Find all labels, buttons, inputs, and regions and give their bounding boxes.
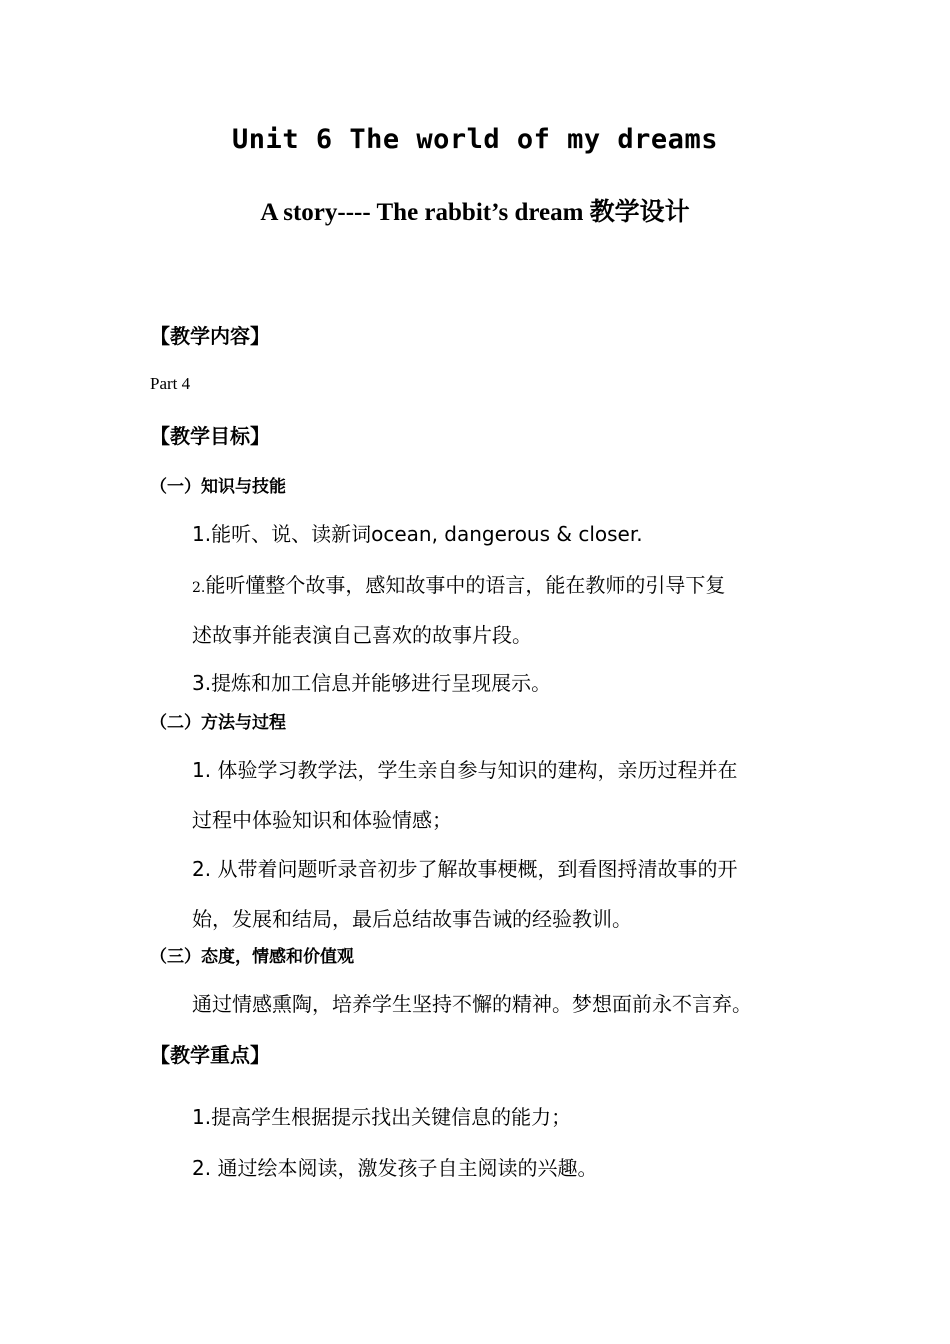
- knowledge-item-2-continued: 述故事并能表演自己喜欢的故事片段。: [192, 623, 532, 647]
- knowledge-item-3: [192, 667, 551, 696]
- item-text: 提炼和加工信息并能够进行呈现展示。: [211, 671, 552, 695]
- focus-item-1: [192, 1101, 571, 1130]
- method-item-1: [192, 754, 737, 783]
- item-text: 通过绘本阅读，激发孩子自主阅读的兴趣。: [211, 1156, 598, 1180]
- subheading-attitude: （三）态度，情感和价值观: [150, 947, 354, 967]
- section-heading-goals: 【教学目标】: [150, 424, 270, 448]
- item-text: 提高学生根据提示找出关键信息的能力；: [211, 1105, 572, 1129]
- method-item-2: [192, 853, 737, 882]
- method-item-1-continued: 过程中体验知识和体验情感；: [192, 808, 452, 832]
- document-subtitle: A story---- The rabbit’s dream 教学设计: [260, 199, 690, 226]
- focus-item-2: [192, 1152, 597, 1181]
- section-heading-content: 【教学内容】: [150, 324, 270, 348]
- item-number: 2.: [192, 580, 206, 596]
- item-number: 1.: [192, 1105, 212, 1129]
- method-item-2-continued: 始，发展和结局，最后总结故事告诫的经验教训。: [192, 907, 632, 931]
- document-title: Unit 6 The world of my dreams: [232, 124, 718, 155]
- item-number: 2.: [192, 1156, 212, 1180]
- item-text: 能听、说、读新词: [211, 522, 372, 546]
- section-heading-focus: 【教学重点】: [150, 1043, 270, 1067]
- item-number: 3.: [192, 671, 212, 695]
- item-vocabulary: ocean, dangerous & closer.: [371, 522, 643, 546]
- subheading-knowledge: （一）知识与技能: [150, 477, 286, 497]
- item-number: 1.: [192, 758, 212, 782]
- content-text: Part 4: [150, 374, 191, 393]
- item-text: 体验学习教学法，学生亲自参与知识的建构，亲历过程并在: [211, 758, 738, 782]
- item-text: 能听懂整个故事，感知故事中的语言，能在教师的引导下复: [205, 573, 726, 597]
- item-number: 1.: [192, 522, 212, 546]
- subheading-method: （二）方法与过程: [150, 713, 286, 733]
- attitude-text: 通过情感熏陶，培养学生坚持不懈的精神。梦想面前永不言弃。: [192, 992, 752, 1016]
- item-text: 从带着问题听录音初步了解故事梗概，到看图捋清故事的开: [211, 857, 738, 881]
- item-number: 2.: [192, 857, 212, 881]
- knowledge-item-1: [192, 518, 643, 547]
- knowledge-item-2: [192, 569, 725, 598]
